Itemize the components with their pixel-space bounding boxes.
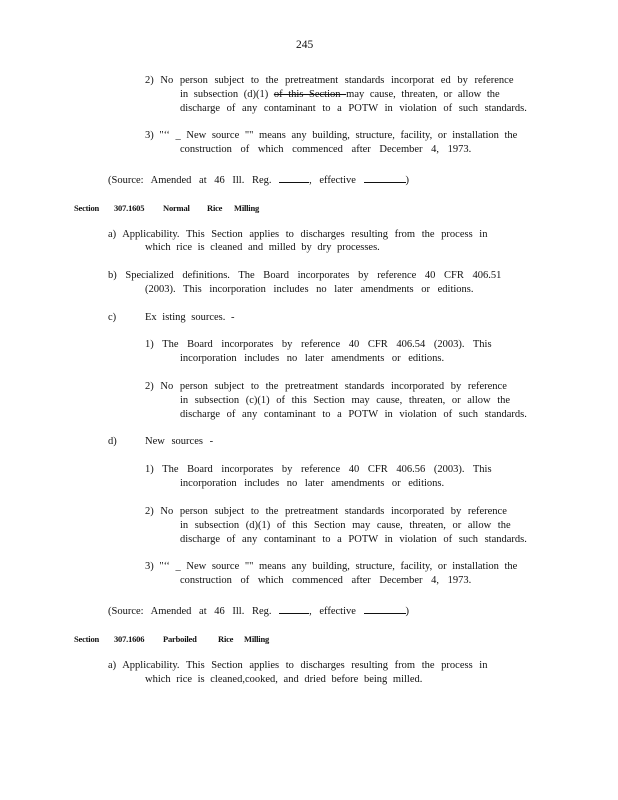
text-line: 1) The Board incorporates by reference 40 CFR 406.56 (2003). This <box>145 464 492 475</box>
source-mid: , effective <box>309 606 356 617</box>
text-line: 2) No person subject to the pretreatment standards incorporated by reference <box>145 381 507 392</box>
text-line: 3) "‘‘ _ New source "" means any building, structure, facility, or installation the <box>145 561 518 572</box>
section-title-word: Parboiled <box>163 634 197 644</box>
source-note <box>108 603 409 619</box>
subsection-title: New sources - <box>145 436 214 447</box>
text-line: incorporation includes no later amendments or editions. <box>180 353 445 364</box>
text-line: 2) No person subject to the pretreatment standards incorporat ed by reference <box>145 75 514 86</box>
text-line: construction of which commenced after December 4, 1973. <box>180 144 472 155</box>
text-line: discharge of any contaminant to a POTW in violation of such standards. <box>180 103 527 114</box>
section-title-word: Normal <box>163 203 190 213</box>
subsection-label: c) <box>108 312 117 323</box>
text-line: construction of which commenced after December 4, 1973. <box>180 575 472 586</box>
source-note <box>108 172 409 188</box>
text-line: which rice is cleaned,cooked, and dried before being milled. <box>145 674 423 685</box>
text-line: discharge of any contaminant to a POTW in violation of such standards. <box>180 534 527 545</box>
section-title-word: Milling <box>244 634 270 644</box>
text-line: 1) The Board incorporates by reference 40 CFR 406.54 (2003). This <box>145 339 492 350</box>
text-line: 2) No person subject to the pretreatment standards incorporated by reference <box>145 506 507 517</box>
text-line: which rice is cleaned and milled by dry processes. <box>145 242 380 253</box>
text-line: (2003). This incorporation includes no later amendments or editions. <box>145 284 474 295</box>
text-line: 3) "‘‘ _ New source "" means any building, structure, facility, or installation the <box>145 130 518 141</box>
subsection-label: d) <box>108 436 117 447</box>
source-suffix: ) <box>405 606 410 617</box>
section-title-word: Rice <box>207 203 223 213</box>
text-line: in subsection (c)(1) of this Section may cause, threaten, or allow the <box>180 395 511 406</box>
section-word: Section <box>74 203 100 213</box>
source-suffix: ) <box>405 175 410 186</box>
text-segment: may cause, threaten, or allow the <box>346 89 500 100</box>
source-mid: , effective <box>309 175 356 186</box>
text-line: discharge of any contaminant to a POTW in violation of such standards. <box>180 409 527 420</box>
text-segment: in subsection (d)(1) <box>180 89 274 100</box>
subsection-title: Ex isting sources. - <box>145 312 235 323</box>
section-number: 307.1606 <box>114 634 145 644</box>
text-line: b) Specialized definitions. The Board incorporates by reference 40 CFR 406.51 <box>108 270 502 281</box>
text-line: a) Applicability. This Section applies to discharges resulting from the process in <box>108 660 488 671</box>
section-number: 307.1605 <box>114 203 145 213</box>
section-title-word: Milling <box>234 203 260 213</box>
section-word: Section <box>74 634 100 644</box>
page-number: 245 <box>296 39 314 51</box>
blank-line <box>364 172 406 183</box>
source-prefix: (Source: Amended at 46 Ill. Reg. <box>108 175 272 186</box>
text-line <box>180 88 500 102</box>
source-prefix: (Source: Amended at 46 Ill. Reg. <box>108 606 272 617</box>
blank-line <box>279 172 309 183</box>
section-title-word: Rice <box>218 634 234 644</box>
text-line: a) Applicability. This Section applies to discharges resulting from the process in <box>108 229 488 240</box>
blank-line <box>364 603 406 614</box>
blank-line <box>279 603 309 614</box>
struck-text: of this Section <box>273 89 347 100</box>
text-line: incorporation includes no later amendments or editions. <box>180 478 445 489</box>
text-line: in subsection (d)(1) of this Section may cause, threaten, or allow the <box>180 520 511 531</box>
